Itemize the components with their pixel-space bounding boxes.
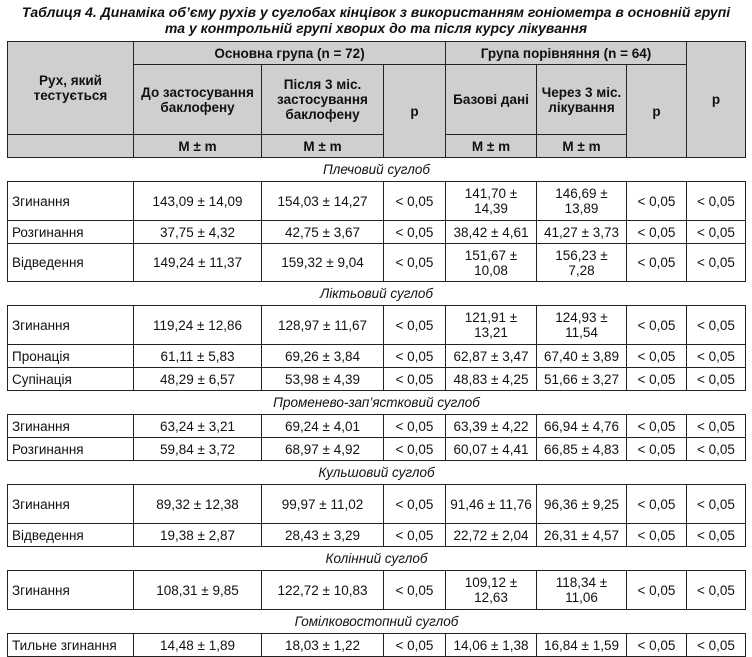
table-row: [8, 182, 746, 221]
cell-before: 19,38 ± 2,87: [134, 524, 262, 547]
cell-p-between: < 0,05: [687, 571, 746, 610]
cell-before: 149,24 ± 11,37: [134, 244, 262, 282]
cell-after: 128,97 ± 11,67: [262, 306, 384, 345]
section-title: Променево-зап’ястковий суглоб: [8, 391, 746, 415]
table-row: [8, 345, 746, 368]
cell-before: 14,48 ± 1,89: [134, 634, 262, 657]
cell-p-compare: < 0,05: [627, 306, 687, 345]
cell-before: 37,75 ± 4,32: [134, 221, 262, 244]
header-mm-3: M ± m: [446, 135, 537, 158]
row-label: Супінація: [8, 368, 134, 391]
header-movement: Рух, який тестується: [8, 42, 134, 135]
section-title: Плечовий суглоб: [8, 158, 746, 182]
cell-p-main: < 0,05: [384, 571, 446, 610]
cell-base: 22,72 ± 2,04: [446, 524, 537, 547]
cell-base: 121,91 ± 13,21: [446, 306, 537, 345]
cell-p-main: < 0,05: [384, 368, 446, 391]
cell-after: 53,98 ± 4,39: [262, 368, 384, 391]
cell-base: 60,07 ± 4,41: [446, 438, 537, 461]
header-mm-4: M ± m: [537, 135, 627, 158]
header-mm-2: M ± m: [262, 135, 384, 158]
cell-base: 91,46 ± 11,76: [446, 485, 537, 524]
row-label: Розгинання: [8, 438, 134, 461]
cell-after: 69,26 ± 3,84: [262, 345, 384, 368]
cell-3-months: 146,69 ± 13,89: [537, 182, 627, 221]
header-3-months: Через 3 міс. лікування: [537, 65, 627, 135]
cell-before: 108,31 ± 9,85: [134, 571, 262, 610]
cell-p-compare: < 0,05: [627, 345, 687, 368]
cell-3-months: 118,34 ± 11,06: [537, 571, 627, 610]
cell-p-between: < 0,05: [687, 345, 746, 368]
header-after: Після 3 міс. застосування баклофену: [262, 65, 384, 135]
cell-base: 141,70 ± 14,39: [446, 182, 537, 221]
cell-base: 14,06 ± 1,38: [446, 634, 537, 657]
cell-p-compare: < 0,05: [627, 415, 687, 438]
cell-p-between: < 0,05: [687, 634, 746, 657]
cell-3-months: 156,23 ± 7,28: [537, 244, 627, 282]
cell-after: 159,32 ± 9,04: [262, 244, 384, 282]
table-row: [8, 485, 746, 524]
header-mm-1: M ± m: [134, 135, 262, 158]
section-title: Кульшовий суглоб: [8, 461, 746, 485]
row-label: Тильне згинання: [8, 634, 134, 657]
cell-base: 109,12 ± 12,63: [446, 571, 537, 610]
cell-after: 42,75 ± 3,67: [262, 221, 384, 244]
cell-p-between: < 0,05: [687, 485, 746, 524]
caption-line-1: Таблиця 4. Динаміка об’єму рухів у суглобах кінцівок з використанням гоніометра в основній групі: [21, 4, 731, 20]
cell-p-compare: < 0,05: [627, 634, 687, 657]
cell-p-between: < 0,05: [687, 415, 746, 438]
cell-after: 28,43 ± 3,29: [262, 524, 384, 547]
cell-before: 48,29 ± 6,57: [134, 368, 262, 391]
section-title: Ліктьовий суглоб: [8, 282, 746, 306]
section-title: Гомілковостопний суглоб: [8, 610, 746, 634]
table-row: [8, 306, 746, 345]
table-row: [8, 571, 746, 610]
cell-p-main: < 0,05: [384, 524, 446, 547]
cell-base: 62,87 ± 3,47: [446, 345, 537, 368]
row-label: Згинання: [8, 415, 134, 438]
cell-p-compare: < 0,05: [627, 438, 687, 461]
cell-p-main: < 0,05: [384, 634, 446, 657]
cell-base: 63,39 ± 4,22: [446, 415, 537, 438]
table-row: [8, 438, 746, 461]
cell-p-main: < 0,05: [384, 345, 446, 368]
row-label: Пронація: [8, 345, 134, 368]
cell-p-main: < 0,05: [384, 415, 446, 438]
cell-before: 63,24 ± 3,21: [134, 415, 262, 438]
cell-after: 69,24 ± 4,01: [262, 415, 384, 438]
header-p-between: p: [687, 42, 746, 158]
cell-after: 122,72 ± 10,83: [262, 571, 384, 610]
cell-p-between: < 0,05: [687, 244, 746, 282]
cell-p-compare: < 0,05: [627, 485, 687, 524]
cell-p-main: < 0,05: [384, 182, 446, 221]
header-group-main: Основна група (n = 72): [134, 42, 446, 65]
cell-before: 61,11 ± 5,83: [134, 345, 262, 368]
row-label: Відведення: [8, 524, 134, 547]
cell-3-months: 66,94 ± 4,76: [537, 415, 627, 438]
row-label: Відведення: [8, 244, 134, 282]
header-group-compare: Група порівняння (n = 64): [446, 42, 687, 65]
cell-p-compare: < 0,05: [627, 524, 687, 547]
cell-p-between: < 0,05: [687, 221, 746, 244]
table-row: [8, 524, 746, 547]
cell-3-months: 16,84 ± 1,59: [537, 634, 627, 657]
cell-3-months: 41,27 ± 3,73: [537, 221, 627, 244]
row-label: Розгинання: [8, 221, 134, 244]
cell-p-compare: < 0,05: [627, 221, 687, 244]
cell-p-main: < 0,05: [384, 306, 446, 345]
row-label: Згинання: [8, 485, 134, 524]
cell-p-between: < 0,05: [687, 182, 746, 221]
cell-p-compare: < 0,05: [627, 182, 687, 221]
table-row: [8, 221, 746, 244]
cell-p-between: < 0,05: [687, 524, 746, 547]
cell-p-between: < 0,05: [687, 368, 746, 391]
table-header: [8, 42, 746, 158]
cell-base: 38,42 ± 4,61: [446, 221, 537, 244]
table-row: [8, 415, 746, 438]
cell-p-compare: < 0,05: [627, 244, 687, 282]
cell-3-months: 67,40 ± 3,89: [537, 345, 627, 368]
cell-after: 99,97 ± 11,02: [262, 485, 384, 524]
cell-before: 59,84 ± 3,72: [134, 438, 262, 461]
cell-after: 68,97 ± 4,92: [262, 438, 384, 461]
cell-base: 48,83 ± 4,25: [446, 368, 537, 391]
cell-p-compare: < 0,05: [627, 368, 687, 391]
cell-3-months: 26,31 ± 4,57: [537, 524, 627, 547]
goniometry-table: [7, 41, 746, 657]
cell-p-main: < 0,05: [384, 244, 446, 282]
cell-before: 143,09 ± 14,09: [134, 182, 262, 221]
header-p-main: p: [384, 65, 446, 158]
cell-3-months: 124,93 ± 11,54: [537, 306, 627, 345]
cell-after: 18,03 ± 1,22: [262, 634, 384, 657]
caption-line-2: та у контрольній групі хворих до та після курсу лікування: [164, 20, 588, 36]
table-row: [8, 244, 746, 282]
header-p-compare: p: [627, 65, 687, 158]
cell-before: 89,32 ± 12,38: [134, 485, 262, 524]
row-label: Згинання: [8, 182, 134, 221]
table-row: [8, 368, 746, 391]
table-caption: [0, 4, 752, 36]
row-label: Згинання: [8, 306, 134, 345]
cell-after: 154,03 ± 14,27: [262, 182, 384, 221]
cell-before: 119,24 ± 12,86: [134, 306, 262, 345]
cell-p-between: < 0,05: [687, 438, 746, 461]
section-title: Колінний суглоб: [8, 547, 746, 571]
cell-p-main: < 0,05: [384, 438, 446, 461]
cell-p-compare: < 0,05: [627, 571, 687, 610]
cell-3-months: 66,85 ± 4,83: [537, 438, 627, 461]
header-movement-blank: [8, 135, 134, 158]
cell-p-main: < 0,05: [384, 485, 446, 524]
cell-p-main: < 0,05: [384, 221, 446, 244]
cell-3-months: 96,36 ± 9,25: [537, 485, 627, 524]
row-label: Згинання: [8, 571, 134, 610]
cell-3-months: 51,66 ± 3,27: [537, 368, 627, 391]
header-base: Базові дані: [446, 65, 537, 135]
cell-p-between: < 0,05: [687, 306, 746, 345]
table-body: [8, 158, 746, 657]
cell-base: 151,67 ± 10,08: [446, 244, 537, 282]
header-before: До застосування баклофену: [134, 65, 262, 135]
